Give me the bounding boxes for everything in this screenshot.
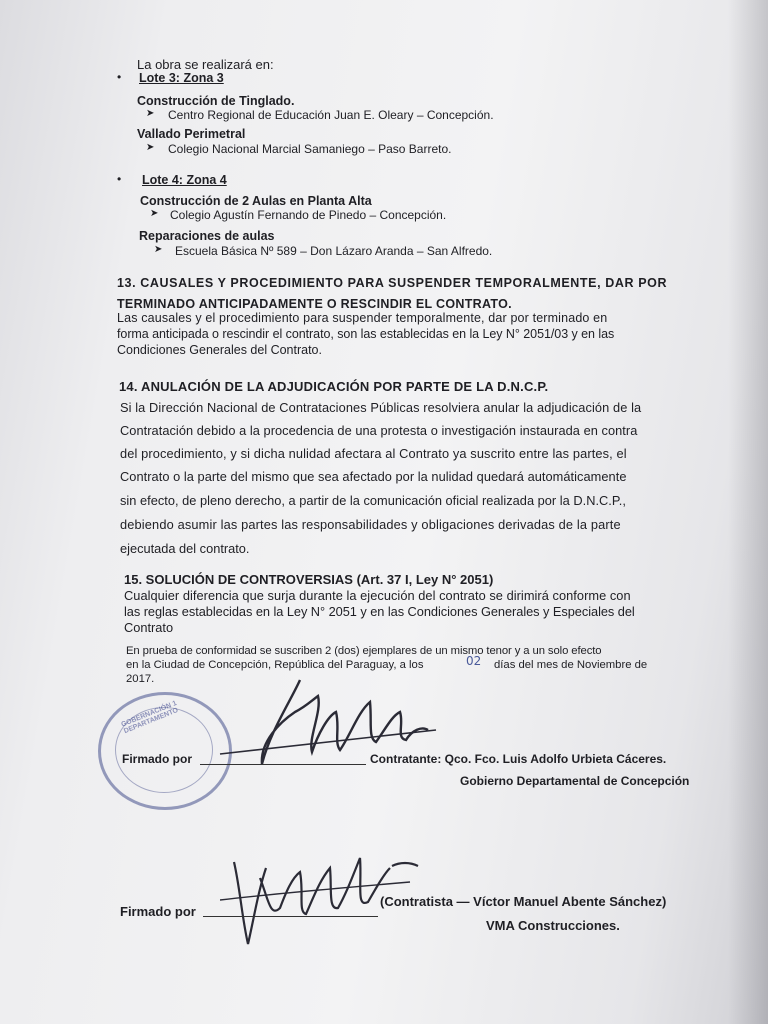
lote4-item2-detail: Escuela Básica Nº 589 – Don Lázaro Aranda – San Alfredo.	[175, 244, 493, 258]
arrow-icon: ➤	[150, 208, 159, 219]
signature2-label: Firmado por	[120, 904, 196, 919]
lote4-title: Lote 4: Zona 4	[142, 173, 227, 187]
signature1-party: Contratante: Qco. Fco. Luis Adolfo Urbieta Cáceres.	[370, 752, 667, 766]
signature1-org: Gobierno Departamental de Concepción	[460, 774, 690, 788]
handwritten-day: 02	[466, 654, 482, 668]
s13-title-line2: TERMINADO ANTICIPADAMENTE O RESCINDIR EL CONTRATO.	[117, 297, 512, 311]
s13-line: Condiciones Generales del Contrato.	[117, 343, 322, 357]
arrow-icon: ➤	[146, 108, 155, 119]
lote3-item1-heading: Construcción de Tinglado.	[137, 94, 295, 108]
signature-2-image	[220, 838, 430, 948]
lote4-item1-detail: Colegio Agustín Fernando de Pinedo – Concepción.	[170, 208, 447, 222]
lote3-title: Lote 3: Zona 3	[139, 71, 224, 85]
arrow-icon: ➤	[154, 244, 163, 255]
bullet-icon: •	[117, 172, 122, 186]
s14-line: del procedimiento, y si dicha nulidad afectara al Contrato ya suscrito entre las partes, el	[120, 446, 627, 461]
stamp-text: GOBERNACIÓN 1 DEPARTAMENTO	[120, 699, 180, 736]
signature2-line	[203, 916, 378, 917]
s15-line: Cualquier diferencia que surja durante la ejecución del contrato se dirimirá conforme con	[124, 588, 631, 603]
page-shadow	[728, 0, 768, 1024]
s14-title: 14. ANULACIÓN DE LA ADJUDICACIÓN POR PARTE DE LA D.N.C.P.	[119, 379, 549, 394]
s15-line: las reglas establecidas en la Ley N° 2051 y en las Condiciones Generales y Especiales del	[124, 604, 635, 619]
conformity-line3: 2017.	[126, 673, 155, 685]
signature2-party: (Contratista — Víctor Manuel Abente Sánchez)	[380, 894, 667, 909]
intro-text: La obra se realizará en:	[137, 57, 274, 72]
bullet-icon: •	[117, 70, 122, 84]
conformity-line1: En prueba de conformidad se suscriben 2 (dos) ejemplares de un mismo tenor y a un solo efecto	[126, 645, 602, 657]
conformity-line2b: días del mes de Noviembre de	[494, 659, 648, 671]
s14-line: ejecutada del contrato.	[120, 541, 250, 556]
signature2-org: VMA Construcciones.	[486, 918, 620, 933]
lote3-item2-heading: Vallado Perimetral	[137, 127, 246, 141]
s14-line: Contrato o la parte del mismo que sea afectado por la nulidad quedará automáticamente	[120, 469, 627, 484]
s13-title-line1: 13. CAUSALES Y PROCEDIMIENTO PARA SUSPENDER TEMPORALMENTE, DAR POR	[117, 276, 668, 290]
lote3-item1-detail: Centro Regional de Educación Juan E. Oleary – Concepción.	[168, 108, 494, 122]
s14-line: Contratación debido a la procedencia de una protesta o investigación instaurada en contra	[120, 423, 638, 438]
s15-line: Contrato	[124, 620, 174, 635]
lote4-item2-heading: Reparaciones de aulas	[139, 229, 275, 243]
s13-line: forma anticipada o rescindir el contrato, son las establecidas en la Ley N° 2051/03 y en las	[117, 327, 615, 341]
lote4-item1-heading: Construcción de 2 Aulas en Planta Alta	[140, 194, 372, 208]
s13-line: Las causales y el procedimiento para suspender temporalmente, dar por terminado en	[117, 311, 608, 325]
arrow-icon: ➤	[146, 142, 155, 153]
signature1-label: Firmado por	[122, 752, 193, 766]
signature1-line	[200, 764, 366, 765]
s15-title: 15. SOLUCIÓN DE CONTROVERSIAS (Art. 37 I, Ley N° 2051)	[124, 572, 494, 587]
conformity-line2a: en la Ciudad de Concepción, República del Paraguay, a los	[126, 659, 424, 671]
lote3-item2-detail: Colegio Nacional Marcial Samaniego – Paso Barreto.	[168, 142, 452, 156]
s14-line: sin efecto, de pleno derecho, a partir de la comunicación oficial realizada por la D.N.C.P.,	[120, 493, 626, 508]
s14-line: debiendo asumir las partes las responsabilidades y obligaciones derivadas de la parte	[120, 517, 621, 532]
s14-line: Si la Dirección Nacional de Contrataciones Públicas resolviera anular la adjudicación de la	[120, 400, 642, 415]
